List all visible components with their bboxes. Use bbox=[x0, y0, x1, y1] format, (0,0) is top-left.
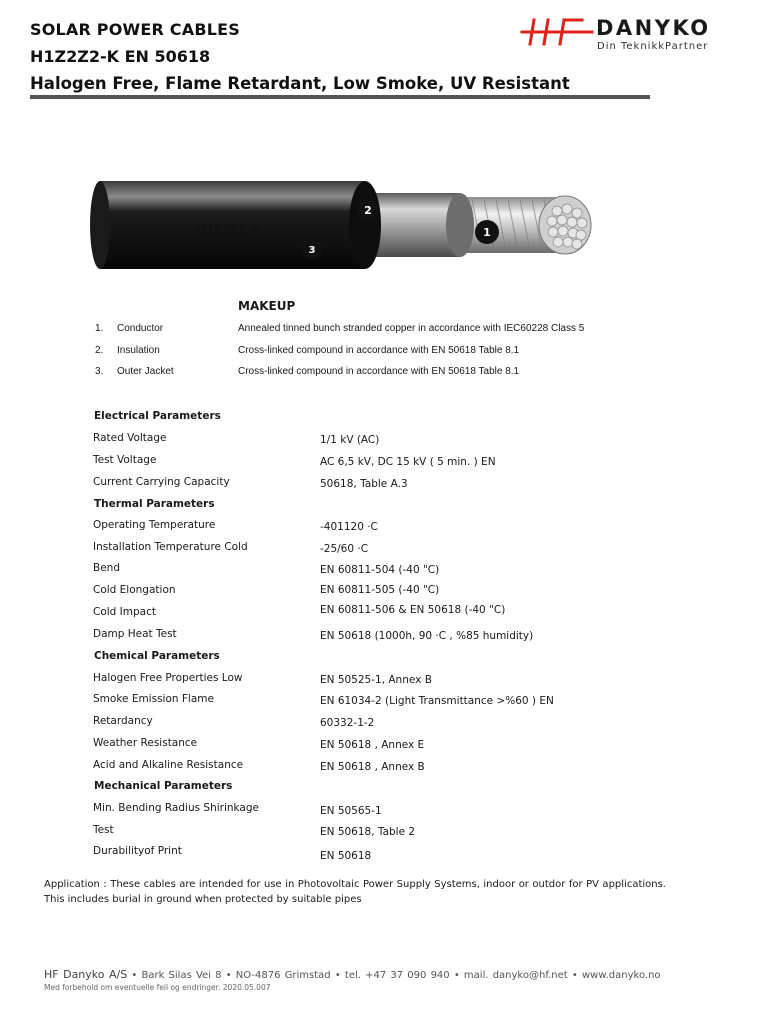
param-label: Min. Bending Radius Shirinkage bbox=[93, 802, 259, 814]
param-label: Installation Temperature Cold bbox=[93, 541, 248, 553]
param-acid-alkaline bbox=[93, 759, 713, 777]
param-value: 1/1 kV (AC) bbox=[320, 434, 380, 446]
param-value: EN 50618, Table 2 bbox=[320, 826, 416, 838]
param-value: EN 50618 (1000h, 90 ·C , %85 humidity) bbox=[320, 630, 534, 642]
param-label: Current Carrying Capacity bbox=[93, 476, 230, 488]
param-value: EN 60811-506 & EN 50618 (-40 "C) bbox=[320, 604, 506, 616]
footer-address: Bark Silas Vei 8 bbox=[141, 970, 222, 981]
section-mechanical: Mechanical Parameters bbox=[94, 780, 233, 792]
param-label: Cold Impact bbox=[93, 606, 156, 618]
makeup-num: 1. bbox=[95, 323, 104, 334]
param-test-voltage bbox=[93, 454, 713, 472]
makeup-name: Outer Jacket bbox=[117, 366, 174, 377]
param-value: EN 50525-1, Annex B bbox=[320, 674, 432, 686]
footer-sep-icon: • bbox=[225, 970, 236, 981]
footer-phone: tel. +47 37 090 940 bbox=[344, 970, 450, 981]
footer-company: HF Danyko A/S bbox=[44, 968, 128, 981]
param-value: EN 60811-504 (-40 "C) bbox=[320, 564, 440, 576]
footer-website[interactable]: www.danyko.no bbox=[581, 970, 661, 981]
footer-sep-icon: • bbox=[334, 970, 345, 981]
param-cold-impact bbox=[93, 606, 713, 624]
param-label: Operating Temperature bbox=[93, 519, 216, 531]
makeup-desc: Cross-linked compound in accordance with EN 50618 Table 8.1 bbox=[238, 345, 520, 356]
param-label: Damp Heat Test bbox=[93, 628, 177, 640]
makeup-row-outer-jacket bbox=[95, 366, 735, 382]
makeup-row-insulation bbox=[95, 345, 735, 361]
param-value: EN 50618 , Annex B bbox=[320, 761, 425, 773]
param-bend bbox=[93, 562, 713, 580]
marker-2 bbox=[357, 199, 379, 221]
param-label: Weather Resistance bbox=[93, 737, 198, 749]
param-rated-voltage bbox=[93, 432, 713, 450]
param-halogen-free bbox=[93, 672, 713, 690]
param-label: Acid and Alkaline Resistance bbox=[93, 759, 244, 771]
marker-3 bbox=[302, 239, 322, 259]
param-label: Halogen Free Properties Low bbox=[93, 672, 243, 684]
param-value: -25/60 ·C bbox=[320, 543, 369, 555]
logo-wordmark: DANYKO bbox=[596, 16, 711, 40]
param-value: EN 50618 bbox=[320, 850, 372, 862]
param-smoke-emission bbox=[93, 693, 713, 711]
logo-tagline: Din TeknikkPartner bbox=[597, 41, 709, 52]
param-bending-radius bbox=[93, 802, 713, 820]
cable-illustration bbox=[90, 175, 600, 275]
makeup-num: 3. bbox=[95, 366, 104, 377]
title-properties: Halogen Free, Flame Retardant, Low Smoke, UV Resistant bbox=[30, 74, 570, 93]
param-label: Test bbox=[93, 824, 114, 836]
danyko-logo bbox=[520, 16, 750, 56]
makeup-num: 2. bbox=[95, 345, 104, 356]
jacket-left-end bbox=[90, 181, 110, 269]
param-value: EN 50618 , Annex E bbox=[320, 739, 425, 751]
makeup-desc: Annealed tinned bunch stranded copper in accordance with IEC60228 Class 5 bbox=[238, 323, 585, 334]
svg-text:1: 1 bbox=[483, 226, 491, 239]
section-electrical: Electrical Parameters bbox=[94, 410, 221, 422]
title-product-category: SOLAR POWER CABLES bbox=[30, 20, 240, 39]
insulation-end bbox=[446, 193, 474, 257]
param-label: Retardancy bbox=[93, 715, 153, 727]
jacket-right-end bbox=[349, 181, 381, 269]
param-weather bbox=[93, 737, 713, 755]
footer-sep-icon: • bbox=[571, 970, 582, 981]
title-product-code: H1Z2Z2-K EN 50618 bbox=[30, 47, 211, 66]
makeup-name: Conductor bbox=[117, 323, 164, 334]
makeup-heading: MAKEUP bbox=[238, 299, 296, 313]
param-label: Smoke Emission Flame bbox=[93, 693, 214, 705]
makeup-desc: Cross-linked compound in accordance with EN 50618 Table 8.1 bbox=[238, 366, 520, 377]
param-test bbox=[93, 824, 713, 842]
param-value: AC 6,5 kV, DC 15 kV ( 5 min. ) EN bbox=[320, 456, 496, 468]
application-note: Application : These cables are intended for use in Photovoltaic Power Supply Systems, indoor or outdor for PV applications. This includes burial in ground when protected by suitable pipes bbox=[44, 879, 666, 905]
param-retardancy bbox=[93, 715, 713, 733]
param-durability bbox=[93, 845, 713, 863]
hf-logo-mark-icon bbox=[520, 16, 594, 46]
section-thermal: Thermal Parameters bbox=[94, 498, 215, 510]
marker-1 bbox=[475, 220, 499, 244]
param-operating-temp bbox=[93, 519, 713, 537]
footer-sep-icon: • bbox=[453, 970, 464, 981]
cable-print-label: H1Z2Z2-K bbox=[196, 220, 262, 236]
footer-postal: NO-4876 Grimstad bbox=[235, 970, 331, 981]
param-damp-heat bbox=[93, 628, 713, 646]
makeup-name: Insulation bbox=[117, 345, 160, 356]
param-value: -401120 ·C bbox=[320, 521, 378, 533]
param-cold-elongation bbox=[93, 584, 713, 602]
param-current-capacity bbox=[93, 476, 713, 494]
makeup-row-conductor bbox=[95, 323, 735, 339]
param-value: 50618, Table A.3 bbox=[320, 478, 408, 490]
title-underline bbox=[30, 95, 650, 99]
param-value: 60332-1-2 bbox=[320, 717, 375, 729]
param-label: Test Voltage bbox=[93, 454, 157, 466]
param-label: Cold Elongation bbox=[93, 584, 176, 596]
param-value: EN 61034-2 (Light Transmittance >%60 ) EN bbox=[320, 695, 554, 707]
footer-email[interactable]: mail. danyko@hf.net bbox=[463, 970, 568, 981]
section-chemical: Chemical Parameters bbox=[94, 650, 220, 662]
svg-text:2: 2 bbox=[364, 204, 372, 217]
param-value: EN 50565-1 bbox=[320, 805, 382, 817]
param-value: EN 60811-505 (-40 "C) bbox=[320, 584, 440, 596]
param-install-temp bbox=[93, 541, 713, 559]
param-label: Rated Voltage bbox=[93, 432, 167, 444]
footer-contact bbox=[44, 968, 661, 981]
param-label: Durabilityof Print bbox=[93, 845, 182, 857]
footer-sep-icon: • bbox=[131, 970, 142, 981]
footer-disclaimer: Med forbehold om eventuelle feil og endringer. 2020.05.007 bbox=[44, 983, 271, 992]
param-label: Bend bbox=[93, 562, 120, 574]
svg-text:3: 3 bbox=[308, 245, 316, 256]
